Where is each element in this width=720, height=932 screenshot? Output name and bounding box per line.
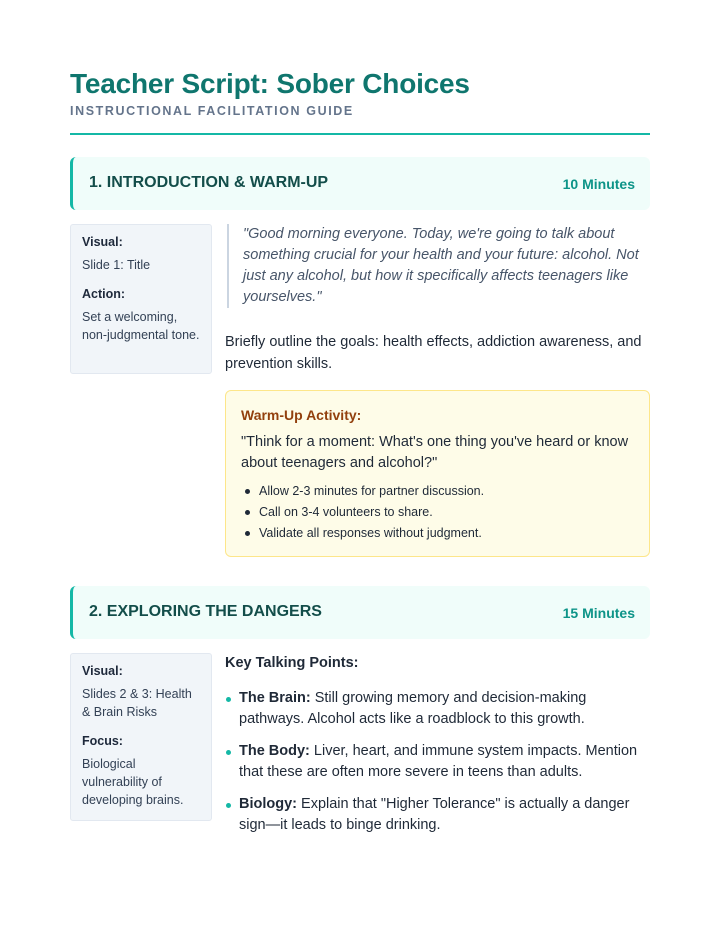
key-point-term: Biology: xyxy=(239,796,297,812)
list-item xyxy=(225,794,650,836)
key-points-list xyxy=(225,688,650,847)
warmup-prompt: "Think for a moment: What's one thing you've heard or know about teenagers and alcohol?" xyxy=(241,434,629,471)
key-point-text: Still growing memory and decision-making pathways. Alcohol acts like a roadblock to this growth. xyxy=(239,690,587,727)
section-header-dangers xyxy=(70,586,650,639)
section-title: 2. EXPLORING THE DANGERS xyxy=(89,603,322,620)
page-title: Teacher Script: Sober Choices xyxy=(70,68,470,99)
list-item xyxy=(225,688,650,730)
focus-label: Focus: xyxy=(82,734,123,748)
key-point-text: Liver, heart, and immune system impacts. Mention that these are often more severe in teens than adults. xyxy=(239,743,638,780)
list-item xyxy=(225,741,650,783)
visual-label: Visual: xyxy=(82,664,123,678)
section-title: 1. INTRODUCTION & WARM-UP xyxy=(89,174,329,191)
key-point-text: Explain that "Higher Tolerance" is actually a danger sign—it leads to binge drinking. xyxy=(239,796,630,833)
header-divider xyxy=(70,133,650,135)
visual-label: Visual: xyxy=(82,235,123,249)
page-subtitle: INSTRUCTIONAL FACILITATION GUIDE xyxy=(70,104,354,118)
action-label: Action: xyxy=(82,287,126,301)
key-point-term: The Body: xyxy=(239,743,310,759)
section-header-introduction xyxy=(70,157,650,210)
warmup-activity-box xyxy=(225,390,650,557)
section-sidebar-card xyxy=(70,653,212,821)
action-text: Set a welcoming, non-judgmental tone. xyxy=(82,310,200,342)
warmup-title: Warm-Up Activity: xyxy=(241,407,362,423)
key-points-heading: Key Talking Points: xyxy=(225,655,359,671)
warmup-steps xyxy=(241,481,634,544)
section-sidebar-card xyxy=(70,224,212,374)
goals-outline: Briefly outline the goals: health effects, addiction awareness, and prevention skills. xyxy=(225,334,642,372)
list-item: Allow 2-3 minutes for partner discussion. xyxy=(241,481,634,502)
visual-text: Slide 1: Title xyxy=(82,258,151,272)
script-quote: "Good morning everyone. Today, we're going to talk about something crucial for your health and your future: alcohol. Not just any alcohol, but how it specifically affects teenagers like yourselves." xyxy=(227,224,650,308)
key-point-term: The Brain: xyxy=(239,690,311,706)
list-item: Validate all responses without judgment. xyxy=(241,523,634,544)
visual-text: Slides 2 & 3: Health & Brain Risks xyxy=(82,687,192,719)
focus-text: Biological vulnerability of developing brains. xyxy=(82,757,184,807)
list-item: Call on 3-4 volunteers to share. xyxy=(241,502,634,523)
section-duration: 15 Minutes xyxy=(562,605,635,621)
section-duration: 10 Minutes xyxy=(562,176,635,192)
